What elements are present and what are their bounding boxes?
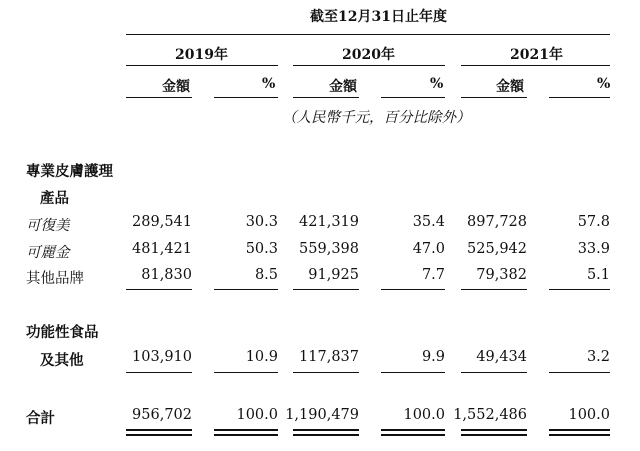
total-pct-2021: 100.0 [568,407,610,423]
row-label-kefumei: 可復美 [26,218,70,234]
cell-pct-2020: 47.0 [412,241,445,257]
food-rule-pct-2021 [549,372,610,373]
subtotal-rule-pct-2021 [549,289,610,290]
food-section-title-cont: 及其他 [40,352,84,369]
total-double-rule-top-amount-2021 [461,429,527,431]
subtotal-rule-amount-2020 [293,289,359,290]
total-amount-2020: 1,190,479 [285,407,359,423]
row-label-other-brands: 其他品牌 [26,271,84,287]
cell-pct-2020: 7.7 [421,267,445,283]
cell-amount-2019: 103,910 [132,349,192,365]
food-rule-pct-2019 [214,372,278,373]
period-rule [126,34,610,35]
cell-pct-2021: 3.2 [586,349,610,365]
subtotal-rule-amount-2021 [461,289,527,290]
total-double-rule-top-pct-2019 [214,429,278,431]
cell-amount-2020: 421,319 [299,214,359,230]
total-pct-2019: 100.0 [236,407,278,423]
amount-rule-2020 [293,97,359,98]
amount-rule-2019 [126,97,192,98]
cell-pct-2020: 9.9 [421,349,445,365]
total-double-rule-bottom-amount-2019 [126,434,192,436]
cell-pct-2020: 35.4 [412,214,445,230]
pct-rule-2021 [549,97,610,98]
skincare-section-title: 專業皮膚護理 [26,163,113,180]
total-double-rule-top-pct-2021 [549,429,610,431]
food-rule-pct-2020 [381,372,445,373]
cell-amount-2021: 49,434 [476,349,527,365]
total-double-rule-bottom-pct-2020 [381,434,445,436]
food-rule-amount-2019 [126,372,192,373]
total-double-rule-top-amount-2019 [126,429,192,431]
subtotal-rule-amount-2019 [126,289,192,290]
cell-amount-2021: 79,382 [476,267,527,283]
total-double-rule-top-amount-2020 [293,429,359,431]
total-double-rule-bottom-amount-2021 [461,434,527,436]
subtotal-rule-pct-2020 [381,289,445,290]
year-2021-header: 2021年 [510,47,563,63]
cell-amount-2020: 117,837 [299,349,359,365]
total-double-rule-bottom-pct-2021 [549,434,610,436]
food-rule-amount-2020 [293,372,359,373]
food-rule-amount-2021 [461,372,527,373]
cell-amount-2020: 91,925 [308,267,359,283]
cell-amount-2019: 81,830 [141,267,192,283]
skincare-section-title-cont: 產品 [40,190,69,207]
cell-pct-2019: 8.5 [254,267,278,283]
year-2019-rule [126,65,278,66]
total-double-rule-bottom-amount-2020 [293,434,359,436]
cell-amount-2020: 559,398 [299,241,359,257]
year-2021-rule [461,65,610,66]
pct-rule-2019 [214,97,278,98]
cell-pct-2019: 30.3 [245,214,278,230]
food-section-title: 功能性食品 [26,324,99,341]
total-pct-2020: 100.0 [403,407,445,423]
pct-rule-2020 [381,97,445,98]
pct-header-2020: % [430,76,444,92]
cell-amount-2019: 481,421 [132,241,192,257]
amount-rule-2021 [461,97,527,98]
total-double-rule-top-pct-2020 [381,429,445,431]
year-2019-header: 2019年 [175,47,228,63]
subtotal-rule-pct-2019 [214,289,278,290]
amount-header-2020: 金額 [329,79,357,95]
unit-note: （人民幣千元，百分比除外） [282,110,471,126]
pct-header-2019: % [262,76,276,92]
cell-pct-2021: 33.9 [577,241,610,257]
total-double-rule-bottom-pct-2019 [214,434,278,436]
cell-pct-2021: 5.1 [586,267,610,283]
year-2020-header: 2020年 [342,47,395,63]
pct-header-2021: % [597,76,611,92]
cell-pct-2019: 50.3 [245,241,278,257]
cell-pct-2021: 57.8 [577,214,610,230]
row-label-kelijin: 可麗金 [26,245,70,261]
total-amount-2019: 956,702 [132,407,192,423]
cell-amount-2019: 289,541 [132,214,192,230]
amount-header-2021: 金額 [496,79,524,95]
cell-amount-2021: 525,942 [467,241,527,257]
year-2020-rule [293,65,445,66]
cell-pct-2019: 10.9 [245,349,278,365]
amount-header-2019: 金額 [162,79,190,95]
total-amount-2021: 1,552,486 [453,407,527,423]
period-title: 截至12月31日止年度 [310,9,447,25]
total-label: 合計 [26,410,55,427]
cell-amount-2021: 897,728 [467,214,527,230]
